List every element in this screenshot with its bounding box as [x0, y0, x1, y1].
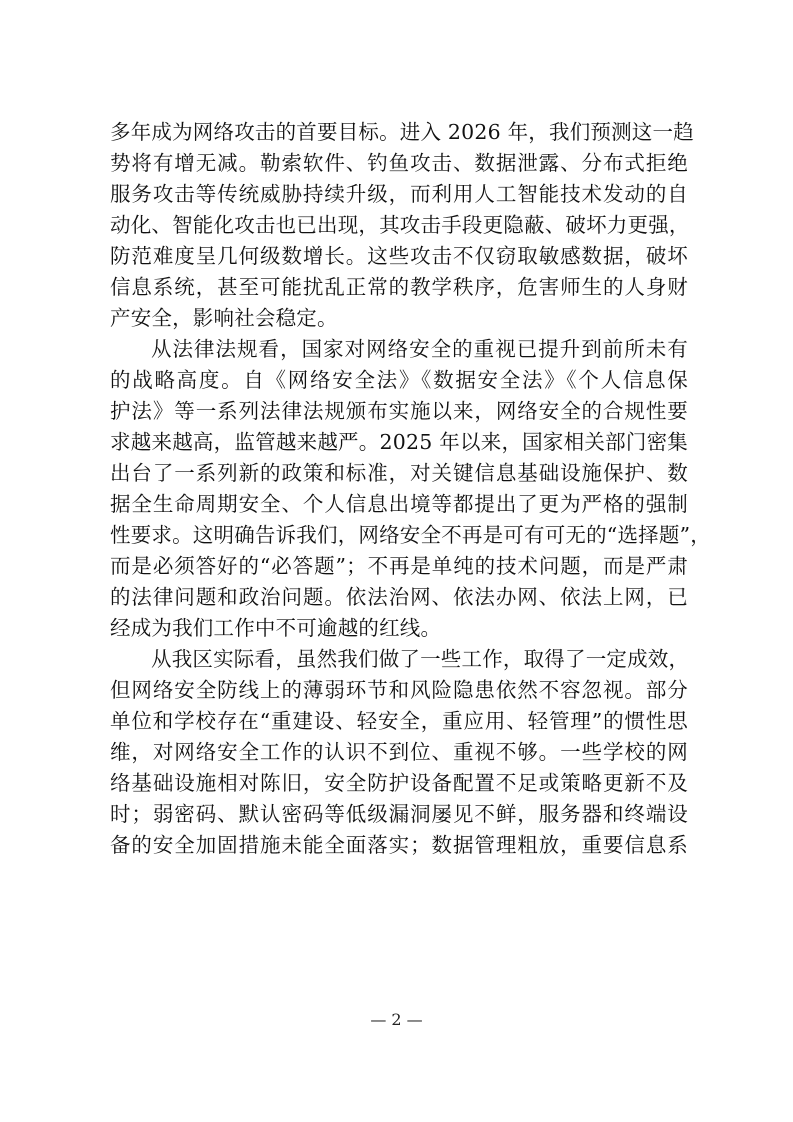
text-line: 的法律问题和政治问题。依法治网、依法办网、依法上网，已: [110, 585, 688, 609]
text-line: 而是必须答好的“必答题”；不再是单纯的技术问题，而是严肃: [110, 554, 688, 578]
page-number: — 2 —: [370, 1010, 423, 1029]
text-line: 服务攻击等传统威胁持续升级，而利用人工智能技术发动的自: [110, 182, 688, 206]
text-line: 络基础设施相对陈旧，安全防护设备配置不足或策略更新不及: [110, 771, 688, 795]
text-line: 防范难度呈几何级数增长。这些攻击不仅窃取敏感数据，破坏: [110, 244, 688, 268]
text-line: 产安全，影响社会稳定。: [110, 306, 338, 330]
text-line: 多年成为网络攻击的首要目标。进入 2026 年，我们预测这一趋: [110, 120, 694, 144]
text-line: 出台了一系列新的政策和标准，对关键信息基础设施保护、数: [110, 461, 688, 485]
paragraph: [110, 334, 711, 644]
text-line: 单位和学校存在“重建设、轻安全，重应用、轻管理”的惯性思: [110, 709, 688, 733]
text-line: 经成为我们工作中不可逾越的红线。: [110, 616, 442, 640]
text-line: 动化、智能化攻击也已出现，其攻击手段更隐蔽、破坏力更强，: [110, 213, 690, 237]
text-line: 从我区实际看，虽然我们做了一些工作，取得了一定成效，: [151, 647, 690, 671]
text-line: 时；弱密码、默认密码等低级漏洞屡见不鲜，服务器和终端设: [110, 802, 688, 826]
text-line: 但网络安全防线上的薄弱环节和风险隐患依然不容忽视。部分: [110, 678, 688, 702]
text-line: 求越来越高，监管越来越严。2025 年以来，国家相关部门密集: [110, 430, 688, 454]
text-line: 维，对网络安全工作的认识不到位、重视不够。一些学校的网: [110, 740, 688, 764]
text-line: 的战略高度。自《网络安全法》《数据安全法》《个人信息保: [110, 368, 688, 392]
text-line: 护法》等一系列法律法规颁布实施以来，网络安全的合规性要: [110, 399, 688, 423]
text-line: 信息系统，甚至可能扰乱正常的教学秩序，危害师生的人身财: [110, 275, 688, 299]
text-line: 从法律法规看，国家对网络安全的重视已提升到前所未有: [151, 337, 688, 361]
text-line: 备的安全加固措施未能全面落实；数据管理粗放，重要信息系: [110, 833, 688, 857]
paragraph: [110, 644, 688, 861]
paragraph: [110, 117, 694, 334]
text-line: 性要求。这明确告诉我们，网络安全不再是可有可无的“选择题”，: [110, 523, 711, 547]
text-line: 势将有增无减。勒索软件、钓鱼攻击、数据泄露、分布式拒绝: [110, 151, 688, 175]
document-body: [110, 117, 711, 861]
text-line: 据全生命周期安全、个人信息出境等都提出了更为严格的强制: [110, 492, 688, 516]
